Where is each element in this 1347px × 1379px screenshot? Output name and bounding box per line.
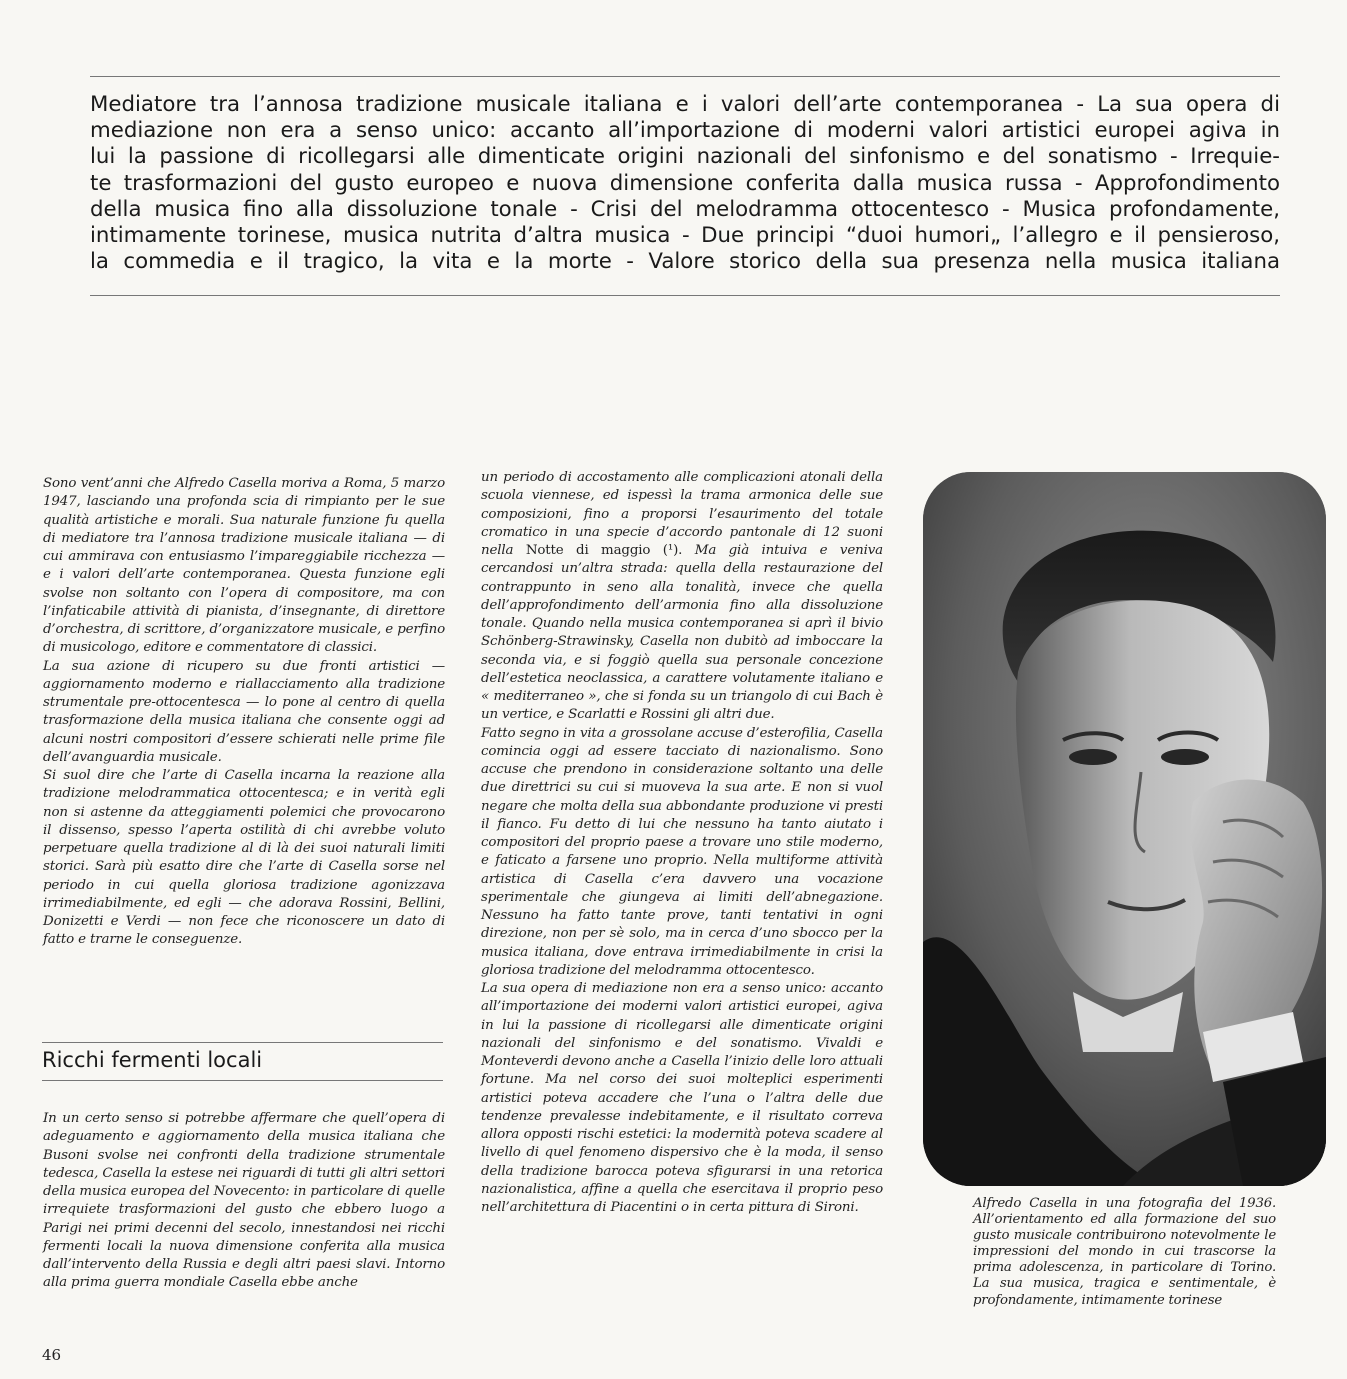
- abstract-line: della musica fino alla dissoluzione tonale - Crisi del melodramma ottocentesco - Musica profondamente,: [90, 196, 1280, 222]
- abstract-line: te trasformazioni del gusto europeo e nuova dimensione conferita dalla musica russa - Approfondimento: [90, 170, 1280, 196]
- work-title: Notte di maggio: [525, 543, 651, 558]
- abstract-line: mediazione non era a senso unico: accanto all’importazione di moderni valori artistici europei agiva in: [90, 118, 1280, 144]
- article-column-middle: [481, 469, 883, 1217]
- body-paragraph: Fatto segno in vita a grossolane accuse d’esterofilia, Casella comincia oggi ad essere tacciato di nazionalismo. Sono accuse che prendono in considerazione soltanto una delle due direttrici su cui si muoveva la sua arte. E non si vuol negare che molta della sua abbondante produzione vi presti il fianco. Fu detto di lui che nessuno ha tanto aiutato i compositori del proprio paese a trovare uno stile moderno, e faticato a farsene uno proprio. Nella multiforme attività artistica di Casella c’era davvero una vocazione sperimentale che giungeva ai limiti dell’abnegazione. Nessuno ha fatto tante prove, tanti tentativi in ogni direzione, non per sè solo, ma in cerca d’uno sbocco per la musica italiana, dove entrava irrimediabilmente in crisi la gloriosa tradizione del melodramma ottocentesco.: [481, 725, 883, 978]
- body-paragraph: [481, 469, 883, 725]
- portrait-illustration: [923, 472, 1326, 1186]
- photo-caption: Alfredo Casella in una fotografia del 1936. All’orientamento ed alla formazione del suo gusto musicale contribuirono notevolmente le impressioni del mondo in cui trascorse la prima adolescenza, in particolare di Torino. La sua musica, tragica e sentimentale, è profondamente, intimamente torinese: [973, 1196, 1276, 1308]
- body-text: un periodo di accostamento alle complicazioni atonali della scuola viennese, ed ispessì la trama armonica delle sue composizioni, fino a proporsi l’esaurimento del totale cromatico in una specie d’accordo pantonale di 12 suoni nella: [481, 470, 883, 558]
- section-heading-bottom-rule: [42, 1080, 443, 1081]
- section-heading: Ricchi fermenti locali: [42, 1048, 263, 1072]
- section-heading-top-rule: [42, 1042, 443, 1043]
- body-paragraph: La sua opera di mediazione non era a senso unico: accanto all’importazione dei moderni valori artistici europei, agiva in lui la passione di ricollegarsi alle dimenticate origini nazionali del sinfonismo e del sonatismo. Vivaldi e Monteverdi devono anche a Casella l’inizio delle loro attuali fortune. Ma nel corso dei suoi molteplici esperimenti artistici poteva accadere che l’una o l’altra delle due tendenze prevalesse indebitamente, e il risultato correva allora opposti rischi estetici: la modernità poteva scadere al livello di quel fenomeno dispersivo che è la moda, il senso della tradizione barocca poteva sfigurarsi in una retorica nazionalistica, affine a quella che esercitava il proprio peso nell’architettura di Piacentini o in certa pittura di Sironi.: [481, 981, 883, 1215]
- abstract-line: Mediatore tra l’annosa tradizione musicale italiana e i valori dell’arte contemporanea - La sua opera di: [90, 92, 1280, 117]
- page-number: 46: [42, 1346, 62, 1364]
- body-text: Ma già intuiva e veniva cercandosi un’altra strada: quella della restaurazione del contrappunto in seno alla tonalità, invece che quella dell’approfondimento dell’armonia fino alla dissoluzione tonale. Quando nella musica contemporanea si aprì il bivio Schönberg-Strawinsky, Casella non dubitò ad imboccare la seconda via, e si foggiò quella sua personale concezione dell’estetica neoclassica, a carattere volutamente italiano e « mediterraneo », che si fonda su un triangolo di cui Bach è un vertice, e Scarlatti e Rossini gli altri due.: [481, 543, 883, 723]
- abstract-top-rule: [90, 76, 1280, 77]
- article-column-left-bottom: [43, 1110, 445, 1293]
- abstract-line: intimamente torinese, musica nutrita d’altra musica - Due principi “duoi humori„ l’allegro e il pensieroso,: [90, 223, 1280, 249]
- abstract-bottom-rule: [90, 295, 1280, 296]
- body-paragraph: La sua azione di ricupero su due fronti artistici — aggiornamento moderno e riallacciamento alla tradizione strumentale pre-ottocentesca — lo pone al centro di quella trasformazione della musica italiana che consente oggi ad alcuni nostri compositori d’essere schierati nelle prime file dell’avanguardia musicale.: [43, 658, 445, 765]
- footnote-reference: (¹).: [650, 543, 695, 558]
- body-paragraph: Si suol dire che l’arte di Casella incarna la reazione alla tradizione melodrammatica ottocentesca; e in verità egli non si astenne da atteggiamenti polemici che provocarono il dissenso, spesso l’aperta ostilità di chi avrebbe voluto perpetuare quella tradizione al di là dei suoi naturali limiti storici. Sarà più esatto dire che l’arte di Casella sorse nel periodo in cui quella gloriosa tradizione agonizzava irrimediabilmente, ed egli — che adorava Rossini, Bellini, Donizetti e Verdi — non fece che riconoscere un dato di fatto e trarne le conseguenze.: [43, 768, 445, 948]
- body-paragraph: Sono vent’anni che Alfredo Casella moriva a Roma, 5 marzo 1947, lasciando una profonda scia di rimpianto per le sue qualità artistiche e morali. Sua naturale funzione fu quella di mediatore tra l’annosa tradizione musicale italiana — di cui ammirava con entusiasmo l’impareggiabile ricchezza — e i valori dell’arte contemporanea. Questa funzione egli svolse non soltanto con l’opera di compositore, ma con l’infaticabile attività di pianista, d’insegnante, di direttore d’orchestra, di scrittore, d’organizzatore musicale, e perfino di musicologo, editore e commentatore di classici.: [43, 476, 445, 656]
- abstract-summary: [90, 92, 1280, 275]
- portrait-photo: [923, 472, 1326, 1186]
- article-column-left-top: [43, 475, 445, 950]
- body-paragraph: In un certo senso si potrebbe affermare che quell’opera di adeguamento e aggiornamento della musica italiana che Busoni svolse nei confronti della tradizione strumentale tedesca, Casella la estese nei riguardi di tutti gli altri settori della musica europea del Novecento: in particolare di quelle irrequiete trasformazioni del gusto che ebbero luogo a Parigi nei primi decenni del secolo, innestandosi nei ricchi fermenti locali la nuova dimensione conferita alla musica dall’intervento della Russia e degli altri paesi slavi. Intorno alla prima guerra mondiale Casella ebbe anche: [43, 1111, 445, 1291]
- abstract-line: lui la passione di ricollegarsi alle dimenticate origini nazionali del sinfonismo e del sonatismo - Irrequie-: [90, 144, 1280, 170]
- abstract-line: la commedia e il tragico, la vita e la morte - Valore storico della sua presenza nella musica italiana: [90, 249, 1280, 275]
